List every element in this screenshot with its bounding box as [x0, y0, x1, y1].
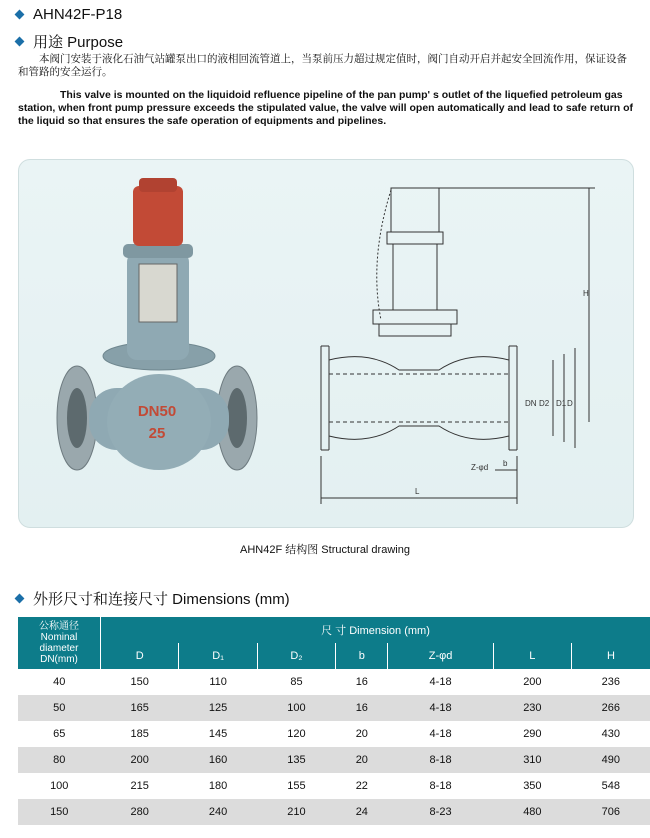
table-cell: 480 — [493, 799, 571, 825]
table-cell: 280 — [101, 799, 179, 825]
table-cell: 16 — [336, 669, 388, 695]
table-row — [18, 721, 650, 747]
table-cell: 185 — [101, 721, 179, 747]
table-cell: 200 — [101, 747, 179, 773]
table-cell: 490 — [572, 747, 650, 773]
table-cell: 20 — [336, 721, 388, 747]
table-cell: 430 — [572, 721, 650, 747]
table-cell: 145 — [179, 721, 257, 747]
label-dn: DN — [525, 399, 537, 408]
nominal-header: 公称通径 Nominal diameter DN(mm) — [18, 617, 101, 669]
table-cell: 80 — [18, 747, 101, 773]
table-cell: 180 — [179, 773, 257, 799]
table-cell: 125 — [179, 695, 257, 721]
dimensions-title: 外形尺寸和连接尺寸 Dimensions (mm) — [33, 591, 290, 608]
pressure-marking: 25 — [148, 425, 166, 442]
purpose-heading — [16, 31, 123, 52]
table-cell: 310 — [493, 747, 571, 773]
dimensions-table — [18, 617, 650, 825]
col-header: D₁ — [179, 643, 257, 669]
model-heading — [16, 6, 122, 23]
table-cell: 290 — [493, 721, 571, 747]
figure-panel — [18, 159, 634, 528]
figure-caption: AHN42F 结构图 Structural drawing — [240, 544, 410, 556]
purpose-text-en: This valve is mounted on the liquidoid refluence pipeline of the pan pump' s outlet of the liquefied petroleum gas station, when front pump pressure exceeds the stipulated value, the valve will open automatically and lead to safe return of the liquid so that ensures the safe operation of equipments and pipelines. — [18, 89, 633, 127]
table-cell: 8-18 — [388, 747, 493, 773]
dn-marking: DN50 — [137, 403, 177, 420]
table-cell: 65 — [18, 721, 101, 747]
table-cell: 4-18 — [388, 695, 493, 721]
table-cell: 706 — [572, 799, 650, 825]
table-cell: 150 — [18, 799, 101, 825]
diamond-bullet-icon — [15, 37, 25, 47]
purpose-text-cn: 本阀门安装于液化石油气站罐泵出口的液相回流管道上，当泵前压力超过规定值时，阀门自动开启并起安全回流作用，保证设备和管路的安全运行。 — [18, 53, 627, 78]
purpose-title: 用途 Purpose — [33, 34, 124, 51]
diamond-bullet-icon — [15, 10, 25, 20]
valve-photo — [57, 178, 257, 470]
table-cell: 150 — [101, 669, 179, 695]
label-h: H — [583, 289, 589, 298]
dimension-group-header: 尺 寸 Dimension (mm) — [101, 617, 650, 643]
drawing-labels — [415, 289, 589, 496]
model-title: AHN42F-P18 — [33, 6, 123, 23]
label-d: D — [567, 399, 573, 408]
dimensions-heading — [16, 588, 290, 609]
table-cell: 266 — [572, 695, 650, 721]
table-cell: 40 — [18, 669, 101, 695]
table-cell: 120 — [257, 721, 335, 747]
table-cell: 350 — [493, 773, 571, 799]
table-row — [18, 669, 650, 695]
label-l: L — [415, 487, 420, 496]
col-header: Z-φd — [388, 643, 493, 669]
diamond-bullet-icon — [15, 594, 25, 604]
table-cell: 4-18 — [388, 669, 493, 695]
label-d2: D2 — [539, 399, 550, 408]
table-cell: 200 — [493, 669, 571, 695]
table-cell: 4-18 — [388, 721, 493, 747]
table-cell: 155 — [257, 773, 335, 799]
table-cell: 135 — [257, 747, 335, 773]
label-d1: D1 — [556, 399, 567, 408]
table-cell: 100 — [18, 773, 101, 799]
table-cell: 215 — [101, 773, 179, 799]
col-header: D₂ — [257, 643, 335, 669]
table-cell: 24 — [336, 799, 388, 825]
table-cell: 20 — [336, 747, 388, 773]
table-cell: 165 — [101, 695, 179, 721]
table-cell: 8-18 — [388, 773, 493, 799]
table-cell: 240 — [179, 799, 257, 825]
table-cell: 160 — [179, 747, 257, 773]
table-row — [18, 747, 650, 773]
table-cell: 85 — [257, 669, 335, 695]
col-header: b — [336, 643, 388, 669]
table-row — [18, 799, 650, 825]
table-cell: 230 — [493, 695, 571, 721]
table-row — [18, 695, 650, 721]
table-cell: 8-23 — [388, 799, 493, 825]
col-header: L — [493, 643, 571, 669]
table-cell: 236 — [572, 669, 650, 695]
col-header: H — [572, 643, 650, 669]
label-zd: Z-φd — [471, 463, 489, 472]
table-cell: 16 — [336, 695, 388, 721]
structural-drawing — [321, 188, 595, 504]
valve-illustration — [19, 160, 633, 527]
table-cell: 50 — [18, 695, 101, 721]
table-row — [18, 773, 650, 799]
table-cell: 210 — [257, 799, 335, 825]
column-header-row — [18, 643, 650, 669]
table-cell: 548 — [572, 773, 650, 799]
table-cell: 110 — [179, 669, 257, 695]
table-cell: 22 — [336, 773, 388, 799]
label-b: b — [503, 459, 508, 468]
table-cell: 100 — [257, 695, 335, 721]
col-header: D — [101, 643, 179, 669]
